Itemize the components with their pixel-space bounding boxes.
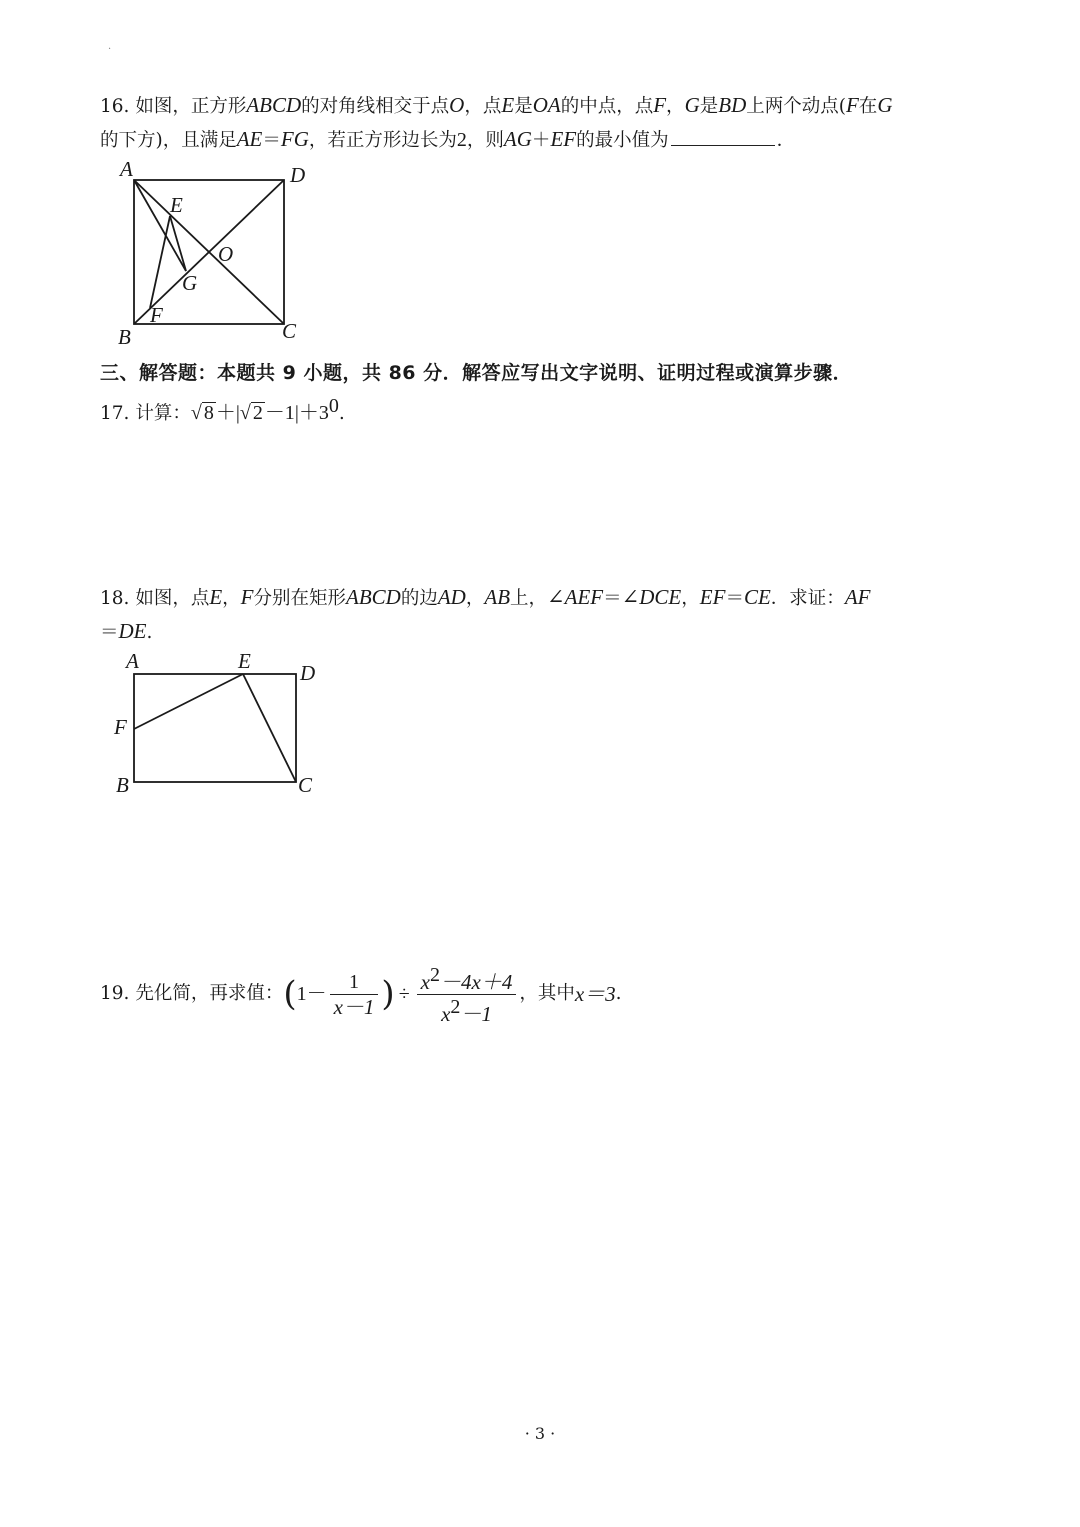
label-d: D [300, 661, 316, 685]
q18-text: ＝ [100, 622, 119, 643]
radicand: 2 [252, 402, 263, 425]
q16-text: ，点 [464, 96, 502, 117]
q19-number: 19. [100, 983, 130, 1004]
q16-text: 在 [858, 96, 878, 117]
q18-math: AB [484, 585, 511, 609]
label-e: E [238, 650, 251, 673]
q18-text: 如图，点 [135, 588, 210, 609]
q18-line1 [100, 584, 870, 612]
q19-condition: x＝3 [574, 982, 616, 1006]
q18-math: ∠AEF [547, 585, 604, 609]
exponent: 2 [430, 963, 440, 986]
q17-text: 计算： [135, 403, 191, 425]
q16-math: G [684, 93, 700, 117]
right-paren: ) [381, 974, 395, 1014]
q19-text: ，其中 [519, 983, 575, 1004]
q16-text: ， [666, 96, 685, 117]
q16-math: E [501, 93, 515, 117]
radicand: 8 [203, 402, 214, 425]
segment-fe [134, 674, 243, 729]
divide-sign: ÷ [398, 983, 410, 1005]
q16-text: 的下方)，且满足 [100, 130, 237, 151]
q17-number: 17. [100, 403, 130, 425]
q16-text: 是 [699, 96, 719, 117]
label-a: A [120, 158, 133, 181]
var-x: x [441, 1001, 451, 1026]
q18-math: E [209, 585, 223, 609]
q17-math: ＋3 [298, 402, 329, 425]
q19-text: 先化简，再求值： [135, 983, 284, 1004]
fraction-numerator: 1 [330, 970, 379, 995]
q16-text: ＝ [262, 130, 281, 151]
q19-line [100, 964, 622, 1024]
fraction-denominator [417, 995, 517, 1026]
q16-math: BD [718, 93, 747, 117]
q18-math: DE [118, 619, 147, 643]
q17-math: ＋ [215, 402, 236, 425]
page-number: · 3 · [524, 1424, 556, 1443]
q16-math: G [877, 93, 893, 117]
q16-text: 上两个动点( [746, 96, 846, 117]
q19-text: . [615, 983, 622, 1004]
q19-math: 1－ [296, 983, 327, 1005]
q16-text: 的最小值为 [576, 130, 669, 151]
sqrt-symbol: √ [190, 402, 202, 425]
var-x: x [420, 969, 430, 994]
q18-text: . [146, 622, 153, 643]
q16-line1 [100, 92, 892, 120]
fraction-numerator [417, 963, 517, 995]
q18-line2 [100, 618, 152, 646]
q18-text: ＝ [603, 588, 622, 609]
q16-text: 是 [514, 96, 533, 117]
q18-math: AD [437, 585, 466, 609]
q17-line [100, 393, 345, 427]
abs-bar: | [294, 402, 299, 425]
label-f: F [114, 715, 127, 739]
header-mark: · [108, 44, 112, 55]
exponent: 0 [328, 395, 339, 417]
q16-math: AE [236, 127, 263, 151]
q18-text: 的边 [400, 588, 438, 609]
label-c: C [298, 773, 313, 797]
denominator-rest: －1 [460, 1001, 492, 1026]
q16-number: 16. [100, 96, 130, 117]
q17-text: . [338, 403, 345, 425]
q16-text: 如图，正方形 [135, 96, 247, 117]
q18-math: CE [743, 585, 771, 609]
q18-math: ∠DCE [621, 585, 682, 609]
q18-text: ， [681, 588, 700, 609]
q18-text: ．求证： [770, 588, 845, 609]
q18-number: 18. [100, 588, 130, 609]
label-b: B [118, 325, 131, 348]
q16-math: OA [532, 93, 561, 117]
q16-math: O [449, 93, 465, 117]
q16-text: ． [776, 130, 796, 151]
segment-eg [170, 216, 186, 271]
q16-math: ABCD [246, 93, 302, 117]
q16-line2 [100, 126, 795, 154]
q18-rectangle-figure [110, 650, 330, 800]
q18-math: AF [844, 585, 871, 609]
label-b: B [116, 773, 129, 797]
numerator-rest: －4x＋4 [440, 969, 513, 994]
sqrt-symbol: √ [239, 402, 251, 425]
section-heading: 三、解答题：本题共 9 小题，共 86 分．解答应写出文字说明、证明过程或演算步骤． [100, 362, 853, 384]
label-d: D [290, 163, 306, 187]
q16-side-length: 2 [456, 129, 467, 151]
fraction-one-over-x-minus-1 [330, 970, 379, 1019]
q18-text: ， [465, 588, 485, 609]
q18-math: EF [699, 585, 726, 609]
q18-text: ＝ [725, 588, 744, 609]
q16-text: 的中点，点 [560, 96, 654, 117]
fraction-denominator: x－1 [333, 994, 375, 1019]
q18-math: ABCD [346, 585, 401, 609]
q16-math: F [653, 93, 667, 117]
answer-blank[interactable] [671, 127, 775, 146]
q18-text: 上， [510, 588, 548, 609]
q18-math: F [240, 585, 254, 609]
exponent: 2 [450, 995, 461, 1018]
label-c: C [282, 319, 297, 343]
q16-text: ＋ [531, 130, 551, 151]
fraction-quadratic [417, 963, 517, 1026]
abs-bar: | [235, 402, 240, 425]
label-g: G [182, 271, 198, 295]
q17-math: －1 [264, 402, 295, 425]
segment-ec [243, 674, 296, 782]
q16-square-figure [110, 158, 310, 348]
q16-text: ，若正方形边长为 [308, 130, 457, 151]
q16-math: FG [280, 127, 309, 151]
q16-math: F [845, 93, 859, 117]
label-o: O [218, 242, 234, 266]
q18-text: 分别在矩形 [253, 588, 347, 609]
q16-text: 的对角线相交于点 [301, 96, 450, 117]
label-f: F [150, 303, 163, 327]
q16-math: EF [550, 127, 577, 151]
label-e: E [170, 193, 183, 217]
segment-ef [150, 216, 170, 308]
q16-math: AG [503, 127, 532, 151]
label-a: A [126, 650, 139, 673]
left-paren: ( [283, 974, 297, 1014]
rectangle-abcd [134, 674, 296, 782]
q18-text: ， [222, 588, 241, 609]
q16-text: ，则 [466, 130, 504, 151]
